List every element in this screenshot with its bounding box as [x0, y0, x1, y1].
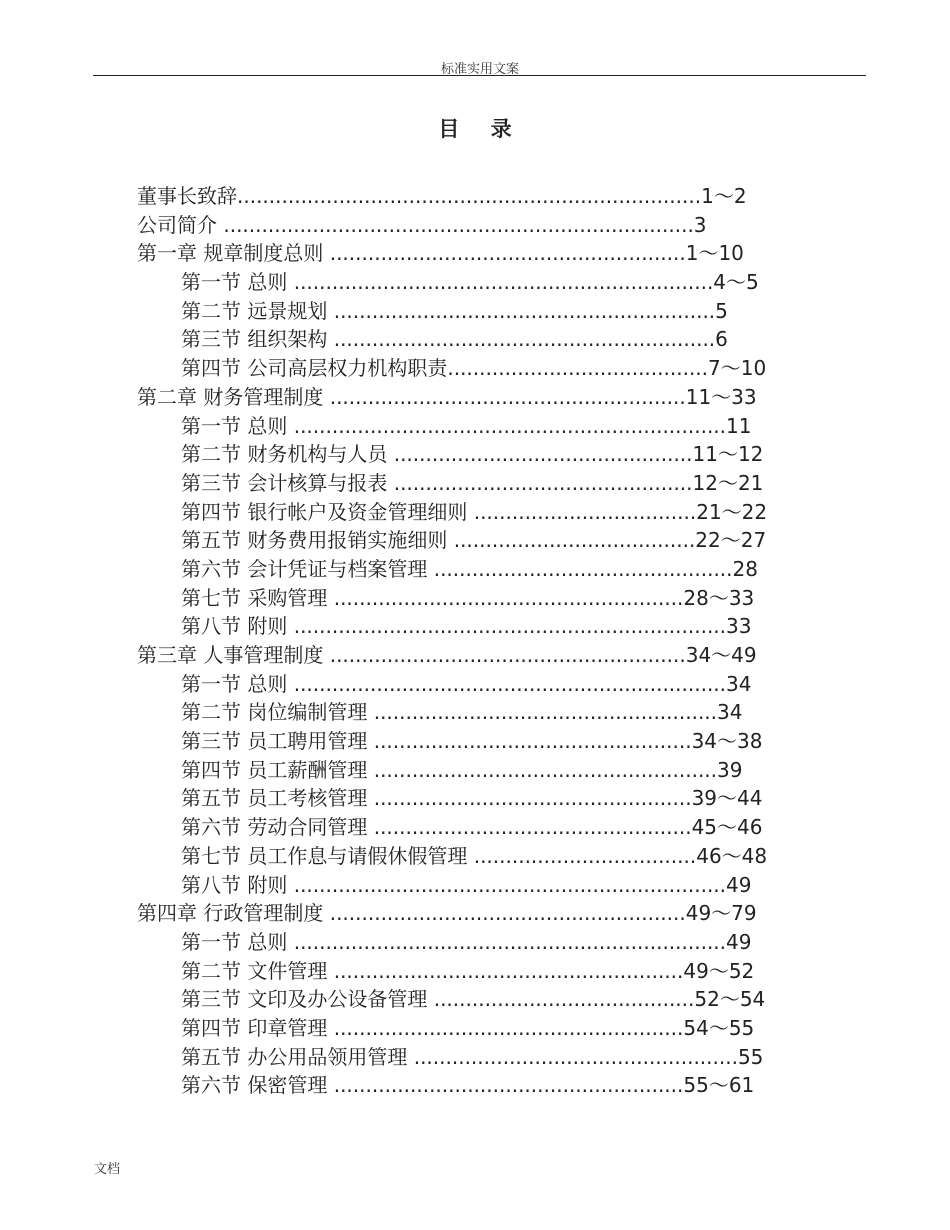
toc-entry-text: 第七节 采购管理 .......................................................28～33	[181, 585, 755, 610]
toc-chapter-entry[interactable]	[0, 641, 950, 670]
toc-section-entry[interactable]	[0, 698, 950, 727]
toc-entry-text: 第二节 文件管理 .......................................................49～52	[181, 958, 755, 983]
toc-section-entry[interactable]	[0, 526, 950, 555]
toc-section-entry[interactable]	[0, 727, 950, 756]
toc-entry-text: 第一节 总则 ....................................................................34	[181, 671, 752, 696]
toc-entry-text: 第三节 会计核算与报表 ...............................................12～21	[181, 470, 764, 495]
toc-section-entry[interactable]	[0, 1014, 950, 1043]
toc-entry-text: 第六节 保密管理 .......................................................55～61	[181, 1073, 755, 1098]
toc-section-entry[interactable]	[0, 297, 950, 326]
toc-chapter-entry[interactable]	[0, 182, 950, 211]
toc-entry-text: 第三节 组织架构 ............................................................6	[181, 327, 728, 352]
toc-entry-text: 第一章 规章制度总则 ........................................................1～10	[137, 241, 744, 266]
toc-section-entry[interactable]	[0, 325, 950, 354]
toc-title: 目 录	[438, 117, 524, 141]
toc-section-entry[interactable]	[0, 354, 950, 383]
toc-section-entry[interactable]	[0, 1071, 950, 1100]
page-header: 标准实用文案	[440, 62, 519, 77]
toc-entry-text: 董事长致辞.........................................................................1～2	[137, 184, 747, 208]
toc-entry-text: 第五节 办公用品领用管理 ...................................................55	[181, 1044, 764, 1069]
toc-entry-text: 第三节 员工聘用管理 ..................................................34～38	[181, 729, 763, 754]
toc-section-entry[interactable]	[0, 1043, 950, 1072]
toc-section-entry[interactable]	[0, 612, 950, 641]
toc-chapter-entry[interactable]	[0, 383, 950, 412]
table-of-contents	[0, 182, 950, 1100]
toc-entry-text: 第二节 岗位编制管理 ......................................................34	[181, 700, 743, 725]
toc-section-entry[interactable]	[0, 412, 950, 441]
toc-entry-text: 第一节 总则 ....................................................................11	[181, 413, 752, 438]
toc-entry-text: 第二节 财务机构与人员 ...............................................11～12	[181, 442, 764, 467]
toc-entry-text: 第六节 会计凭证与档案管理 ...............................................28	[181, 556, 758, 581]
toc-entry-text: 第三章 人事管理制度 ........................................................34～49	[137, 643, 757, 667]
toc-section-entry[interactable]	[0, 440, 950, 469]
toc-entry-text: 第七节 员工作息与请假休假管理 ...................................46～48	[181, 843, 768, 868]
toc-section-entry[interactable]	[0, 928, 950, 957]
toc-section-entry[interactable]	[0, 498, 950, 527]
toc-entry-text: 第四章 行政管理制度 ........................................................49～79	[137, 901, 757, 926]
toc-section-entry[interactable]	[0, 268, 950, 297]
page-footer: 文档	[94, 1162, 121, 1177]
toc-entry-text: 第四节 员工薪酬管理 ......................................................39	[181, 757, 743, 782]
toc-chapter-entry[interactable]	[0, 239, 950, 268]
header-divider	[93, 75, 866, 76]
toc-entry-text: 第五节 员工考核管理 ..................................................39～44	[181, 786, 763, 811]
toc-section-entry[interactable]	[0, 784, 950, 813]
toc-entry-text: 第八节 附则 ....................................................................49	[181, 872, 752, 897]
toc-section-entry[interactable]	[0, 584, 950, 613]
toc-entry-text: 第一节 总则 ....................................................................49	[181, 929, 752, 954]
toc-section-entry[interactable]	[0, 871, 950, 900]
toc-section-entry[interactable]	[0, 842, 950, 871]
toc-section-entry[interactable]	[0, 813, 950, 842]
toc-section-entry[interactable]	[0, 957, 950, 986]
toc-entry-text: 第四节 公司高层权力机构职责.........................................7～10	[181, 356, 767, 381]
toc-entry-text: 第四节 银行帐户及资金管理细则 ...................................21～22	[181, 499, 768, 524]
toc-entry-text: 第三节 文印及办公设备管理 .........................................52～54	[181, 987, 766, 1012]
toc-entry-text: 第五节 财务费用报销实施细则 ......................................22～27	[181, 528, 767, 553]
toc-section-entry[interactable]	[0, 469, 950, 498]
toc-entry-text: 第一节 总则 ..................................................................4～5	[181, 270, 759, 295]
toc-entry-text: 第二节 远景规划 ............................................................5	[181, 298, 728, 323]
toc-section-entry[interactable]	[0, 555, 950, 584]
toc-section-entry[interactable]	[0, 756, 950, 785]
toc-entry-text: 第二章 财务管理制度 ........................................................11～33	[137, 384, 757, 409]
toc-section-entry[interactable]	[0, 670, 950, 699]
toc-entry-text: 第四节 印章管理 .......................................................54～55	[181, 1015, 755, 1040]
toc-entry-text: 第八节 附则 ....................................................................33	[181, 614, 752, 639]
toc-entry-text: 公司简介 ..........................................................................3	[137, 212, 707, 237]
toc-entry-text: 第六节 劳动合同管理 ..................................................45～46	[181, 815, 763, 840]
toc-section-entry[interactable]	[0, 985, 950, 1014]
toc-chapter-entry[interactable]	[0, 211, 950, 240]
toc-chapter-entry[interactable]	[0, 899, 950, 928]
